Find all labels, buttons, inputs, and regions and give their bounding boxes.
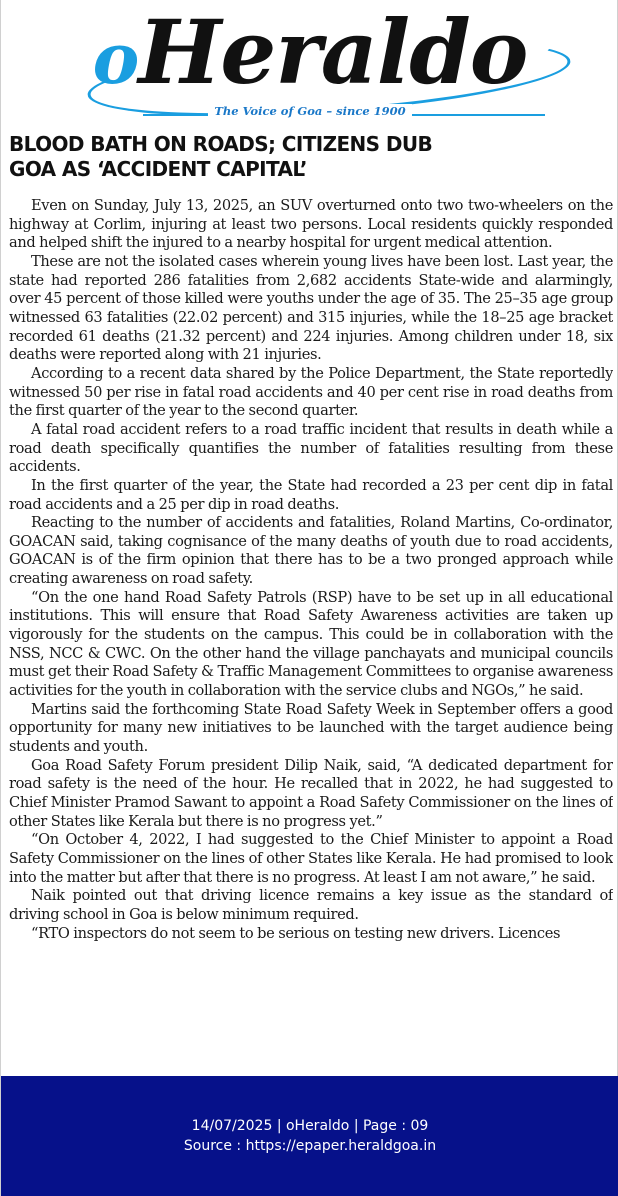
paragraph: Reacting to the number of accidents and fatalities, Roland Martins, Co-ordinator, GOACAN said, taking cognisance of the many deaths of youth due to road accidents, GOACAN is of the firm opinion that there has to be a two pronged approach while creating awareness on road safety.	[9, 514, 613, 588]
paragraph: In the first quarter of the year, the State had recorded a 23 per cent dip in fatal road accidents and a 25 per dip in road deaths.	[9, 476, 613, 513]
paragraph: Even on Sunday, July 13, 2025, an SUV overturned onto two two-wheelers on the highway at Corlim, injuring at least two persons. Local residents quickly responded and helped shift the injured to a nearby hospital for urgent medical attention.	[9, 197, 613, 252]
tagline-text: The Voice of Goa – since 1900	[208, 104, 411, 118]
logo-main: Heraldo	[138, 0, 528, 104]
article-headline	[9, 132, 609, 182]
paragraph: Naik pointed out that driving licence remains a key issue as the standard of driving school in Goa is below minimum required.	[9, 887, 613, 923]
logo	[1, 2, 618, 109]
masthead	[1, 0, 618, 128]
paragraph: “On October 4, 2022, I had suggested to the Chief Minister to appoint a Road Safety Commissioner on the lines of other States like Kerala. He had promised to look into the matter but after that there is no progress. At least I am not aware,” he said.	[9, 831, 613, 886]
source-footer	[1, 1076, 618, 1196]
logo-prefix: o	[92, 17, 139, 100]
paragraph: These are not the isolated cases wherein young lives have been lost. Last year, the state had reported 286 fatalities from 2,682 accidents State-wide and alarmingly, over 45 percent of those killed were youths under the age of 35. The 25–35 age group witnessed 63 fatalities (22.02 percent) and 315 injuries, while the 18–25 age bracket recorded 61 deaths (21.32 percent) and 224 injuries. Among children under 18, six deaths were reported along with 21 injuries.	[9, 252, 613, 364]
paragraph: “On the one hand Road Safety Patrols (RSP) have to be set up in all educational institutions. This will ensure that Road Safety Awareness activities are taken up vigorously for the students on the campus. This could be in collaboration with the NSS, NCC & CWC. On the other hand the village panchayats and municipal councils must get their Road Safety & Traffic Management Committees to organise awareness activities for the youth in collaboration with the service clubs and NGOs,” he said.	[9, 588, 613, 700]
headline-line-1: BLOOD BATH ON ROADS; CITIZENS DUB	[9, 132, 433, 156]
tagline	[1, 104, 618, 118]
footer-date-page: 14/07/2025 | oHeraldo | Page : 09	[191, 1118, 429, 1134]
article-body	[9, 197, 613, 1077]
headline-line-2: GOA AS ‘ACCIDENT CAPITAL’	[9, 157, 307, 181]
paragraph: A fatal road accident refers to a road traffic incident that results in death while a road death specifically quantifies the number of fatalities resulting from these accidents.	[9, 420, 613, 476]
paragraph: According to a recent data shared by the Police Department, the State reportedly witnessed 50 per rise in fatal road accidents and 40 per cent rise in road deaths from the first quarter of the year to the second quarter.	[9, 364, 613, 420]
paragraph: “RTO inspectors do not seem to be serious on testing new drivers. Licences	[31, 924, 561, 942]
paragraph: Goa Road Safety Forum president Dilip Naik, said, “A dedicated department for road safety is the need of the hour. He recalled that in 2022, he had suggested to Chief Minister Pramod Sawant to appoint a Road Safety Commissioner on the lines of other States like Kerala but there is no progress yet.”	[9, 756, 613, 830]
footer-source-link[interactable]: Source : https://epaper.heraldgoa.in	[183, 1138, 437, 1154]
paragraph: Martins said the forthcoming State Road Safety Week in September offers a good opportunity for many new initiatives to be launched with the target audience being students and youth.	[9, 700, 613, 756]
